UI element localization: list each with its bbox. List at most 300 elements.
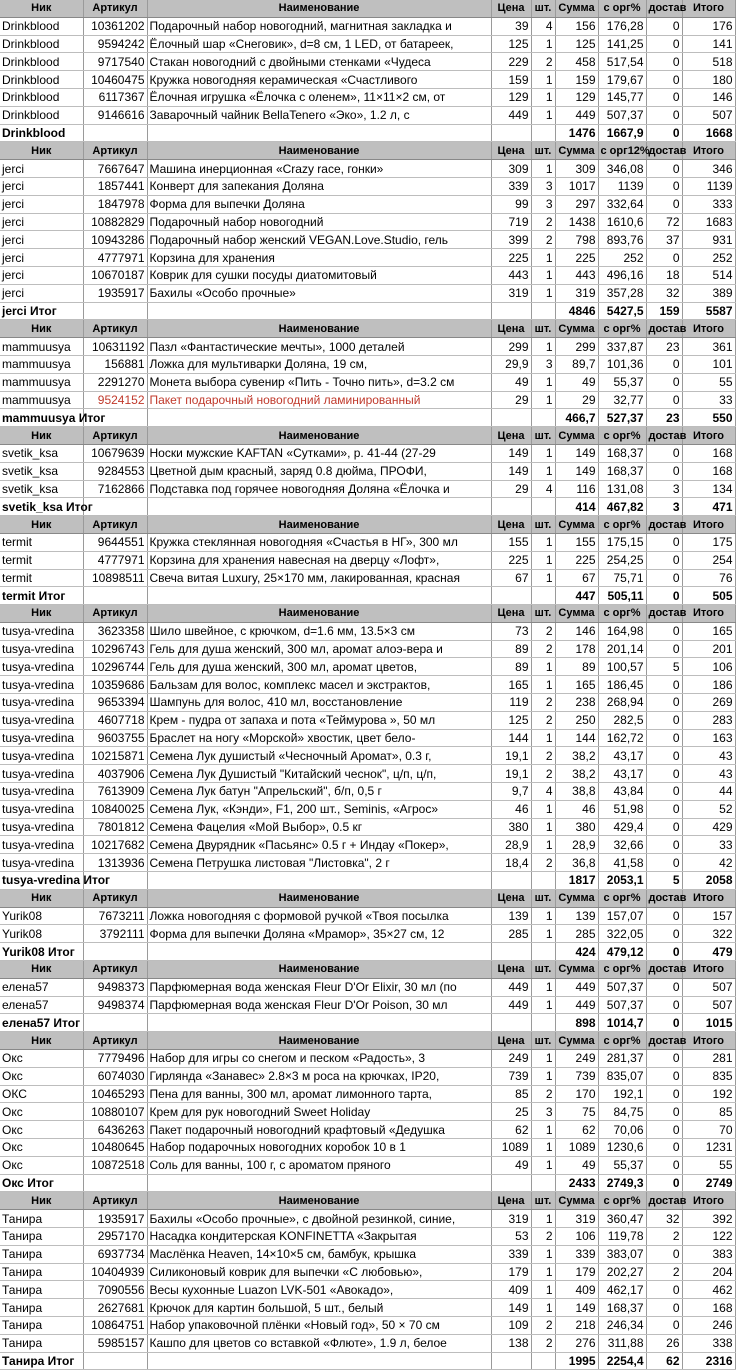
subtotal-qty[interactable] xyxy=(531,872,555,890)
subtotal-delivery[interactable]: 0 xyxy=(646,587,682,605)
cell-with-org[interactable]: 429,4 xyxy=(598,818,646,836)
cell-delivery[interactable]: 0 xyxy=(646,160,682,178)
cell-delivery[interactable]: 0 xyxy=(646,640,682,658)
cell-sum[interactable]: 165 xyxy=(555,676,598,694)
cell-name[interactable]: Пакет подарочный новогодний ламинированный xyxy=(147,391,491,409)
subtotal-delivery[interactable]: 0 xyxy=(646,1174,682,1192)
cell-total[interactable]: 168 xyxy=(682,444,735,462)
cell-name[interactable]: Ёлочная игрушка «Ёлочка с оленем», 11×11×2 см, от xyxy=(147,88,491,106)
subtotal-price[interactable] xyxy=(491,498,531,516)
cell-price[interactable]: 29 xyxy=(491,391,531,409)
cell-name[interactable]: Браслет на ногу «Морской» хвостик, цвет бело- xyxy=(147,729,491,747)
cell-nick[interactable]: Drinkblood xyxy=(0,17,83,35)
cell-with-org[interactable]: 55,37 xyxy=(598,373,646,391)
cell-with-org[interactable]: 322,05 xyxy=(598,925,646,943)
cell-total[interactable]: 429 xyxy=(682,818,735,836)
cell-article[interactable]: 9603755 xyxy=(83,729,147,747)
cell-delivery[interactable]: 0 xyxy=(646,694,682,712)
cell-article[interactable]: 6436263 xyxy=(83,1121,147,1139)
cell-price[interactable]: 155 xyxy=(491,533,531,551)
cell-delivery[interactable]: 0 xyxy=(646,88,682,106)
subtotal-with-org[interactable]: 1667,9 xyxy=(598,124,646,142)
cell-total[interactable]: 283 xyxy=(682,711,735,729)
cell-article[interactable]: 6074030 xyxy=(83,1067,147,1085)
cell-name[interactable]: Конверт для запекания Доляна xyxy=(147,177,491,195)
cell-price[interactable]: 125 xyxy=(491,35,531,53)
cell-name[interactable]: Подарочный набор новогодний xyxy=(147,213,491,231)
cell-price[interactable]: 149 xyxy=(491,462,531,480)
subtotal-qty[interactable] xyxy=(531,498,555,516)
cell-sum[interactable]: 170 xyxy=(555,1085,598,1103)
cell-article[interactable]: 1935917 xyxy=(83,284,147,302)
cell-nick[interactable]: jerci xyxy=(0,213,83,231)
cell-qty[interactable]: 1 xyxy=(531,1281,555,1299)
cell-delivery[interactable]: 2 xyxy=(646,1263,682,1281)
subtotal-article[interactable] xyxy=(83,587,147,605)
cell-total[interactable]: 835 xyxy=(682,1067,735,1085)
cell-with-org[interactable]: 202,27 xyxy=(598,1263,646,1281)
cell-qty[interactable]: 1 xyxy=(531,160,555,178)
cell-delivery[interactable]: 0 xyxy=(646,907,682,925)
subtotal-nick[interactable]: Yurik08 Итог xyxy=(0,943,83,961)
cell-delivery[interactable]: 0 xyxy=(646,818,682,836)
cell-qty[interactable]: 2 xyxy=(531,694,555,712)
cell-nick[interactable]: mammuusya xyxy=(0,355,83,373)
cell-sum[interactable]: 285 xyxy=(555,925,598,943)
cell-sum[interactable]: 129 xyxy=(555,88,598,106)
cell-with-org[interactable]: 75,71 xyxy=(598,569,646,587)
cell-nick[interactable]: tusya-vredina xyxy=(0,765,83,783)
cell-nick[interactable]: ОКС xyxy=(0,1085,83,1103)
cell-qty[interactable]: 3 xyxy=(531,1103,555,1121)
subtotal-article[interactable] xyxy=(83,1174,147,1192)
cell-article[interactable]: 10404939 xyxy=(83,1263,147,1281)
cell-sum[interactable]: 149 xyxy=(555,1299,598,1317)
cell-name[interactable]: Ложка новогодняя с формовой ручкой «Твоя посылка xyxy=(147,907,491,925)
cell-price[interactable]: 249 xyxy=(491,1050,531,1068)
cell-article[interactable]: 10465293 xyxy=(83,1085,147,1103)
cell-sum[interactable]: 739 xyxy=(555,1067,598,1085)
cell-article[interactable]: 10864751 xyxy=(83,1316,147,1334)
cell-sum[interactable]: 49 xyxy=(555,1156,598,1174)
cell-delivery[interactable]: 0 xyxy=(646,1281,682,1299)
cell-price[interactable]: 89 xyxy=(491,640,531,658)
subtotal-name[interactable] xyxy=(147,587,491,605)
cell-sum[interactable]: 38,8 xyxy=(555,783,598,801)
cell-total[interactable]: 134 xyxy=(682,480,735,498)
cell-price[interactable]: 19,1 xyxy=(491,747,531,765)
subtotal-article[interactable] xyxy=(83,124,147,142)
cell-total[interactable]: 333 xyxy=(682,195,735,213)
cell-nick[interactable]: Окс xyxy=(0,1121,83,1139)
cell-nick[interactable]: Drinkblood xyxy=(0,88,83,106)
cell-name[interactable]: Пазл «Фантастические мечты», 1000 деталей xyxy=(147,338,491,356)
cell-qty[interactable]: 1 xyxy=(531,1299,555,1317)
cell-qty[interactable]: 3 xyxy=(531,195,555,213)
cell-with-org[interactable]: 201,14 xyxy=(598,640,646,658)
cell-with-org[interactable]: 145,77 xyxy=(598,88,646,106)
subtotal-qty[interactable] xyxy=(531,409,555,427)
cell-sum[interactable]: 149 xyxy=(555,462,598,480)
cell-qty[interactable]: 1 xyxy=(531,800,555,818)
subtotal-article[interactable] xyxy=(83,1352,147,1370)
cell-nick[interactable]: Танира xyxy=(0,1281,83,1299)
cell-total[interactable]: 246 xyxy=(682,1316,735,1334)
cell-qty[interactable]: 2 xyxy=(531,711,555,729)
cell-nick[interactable]: Танира xyxy=(0,1299,83,1317)
cell-price[interactable]: 19,1 xyxy=(491,765,531,783)
cell-sum[interactable]: 299 xyxy=(555,338,598,356)
cell-delivery[interactable]: 0 xyxy=(646,444,682,462)
cell-with-org[interactable]: 517,54 xyxy=(598,53,646,71)
cell-article[interactable]: 4037906 xyxy=(83,765,147,783)
cell-sum[interactable]: 179 xyxy=(555,1263,598,1281)
subtotal-with-org[interactable]: 527,37 xyxy=(598,409,646,427)
cell-sum[interactable]: 38,2 xyxy=(555,747,598,765)
cell-total[interactable]: 204 xyxy=(682,1263,735,1281)
cell-total[interactable]: 85 xyxy=(682,1103,735,1121)
cell-delivery[interactable]: 32 xyxy=(646,1210,682,1228)
cell-qty[interactable]: 2 xyxy=(531,231,555,249)
subtotal-nick[interactable]: termit Итог xyxy=(0,587,83,605)
subtotal-total[interactable]: 5587 xyxy=(682,302,735,320)
cell-nick[interactable]: termit xyxy=(0,569,83,587)
cell-with-org[interactable]: 32,66 xyxy=(598,836,646,854)
subtotal-delivery[interactable]: 62 xyxy=(646,1352,682,1370)
subtotal-total[interactable]: 2749 xyxy=(682,1174,735,1192)
cell-nick[interactable]: Drinkblood xyxy=(0,53,83,71)
cell-name[interactable]: Гель для душа женский, 300 мл, аромат алоэ-вера и xyxy=(147,640,491,658)
cell-article[interactable]: 10217682 xyxy=(83,836,147,854)
cell-price[interactable]: 449 xyxy=(491,978,531,996)
cell-qty[interactable]: 2 xyxy=(531,1316,555,1334)
cell-name[interactable]: Семена Лук Душистый "Китайский чеснок", ц/п, ц/п, xyxy=(147,765,491,783)
cell-qty[interactable]: 1 xyxy=(531,1263,555,1281)
cell-total[interactable]: 165 xyxy=(682,622,735,640)
cell-price[interactable]: 99 xyxy=(491,195,531,213)
cell-name[interactable]: Стакан новогодний с двойными стенками «Чудеса xyxy=(147,53,491,71)
cell-total[interactable]: 42 xyxy=(682,854,735,872)
cell-name[interactable]: Гель для душа женский, 300 мл, аромат цветов, xyxy=(147,658,491,676)
cell-nick[interactable]: mammuusya xyxy=(0,391,83,409)
cell-name[interactable]: Коврик для сушки посуды диатомитовый xyxy=(147,266,491,284)
cell-qty[interactable]: 1 xyxy=(531,996,555,1014)
cell-with-org[interactable]: 51,98 xyxy=(598,800,646,818)
subtotal-total[interactable]: 505 xyxy=(682,587,735,605)
cell-with-org[interactable]: 357,28 xyxy=(598,284,646,302)
cell-qty[interactable]: 1 xyxy=(531,444,555,462)
cell-sum[interactable]: 49 xyxy=(555,373,598,391)
cell-total[interactable]: 44 xyxy=(682,783,735,801)
cell-sum[interactable]: 67 xyxy=(555,569,598,587)
cell-total[interactable]: 168 xyxy=(682,1299,735,1317)
cell-qty[interactable]: 1 xyxy=(531,249,555,267)
cell-with-org[interactable]: 246,34 xyxy=(598,1316,646,1334)
subtotal-price[interactable] xyxy=(491,587,531,605)
cell-qty[interactable]: 1 xyxy=(531,836,555,854)
cell-article[interactable]: 2957170 xyxy=(83,1227,147,1245)
cell-qty[interactable]: 1 xyxy=(531,1156,555,1174)
subtotal-qty[interactable] xyxy=(531,1174,555,1192)
cell-nick[interactable]: tusya-vredina xyxy=(0,783,83,801)
cell-price[interactable]: 119 xyxy=(491,694,531,712)
cell-nick[interactable]: jerci xyxy=(0,231,83,249)
cell-nick[interactable]: tusya-vredina xyxy=(0,694,83,712)
cell-nick[interactable]: mammuusya xyxy=(0,338,83,356)
cell-name[interactable]: Набор упаковочной плёнки «Новый год», 50 × 70 см xyxy=(147,1316,491,1334)
subtotal-name[interactable] xyxy=(147,124,491,142)
cell-total[interactable]: 176 xyxy=(682,17,735,35)
cell-article[interactable]: 4777971 xyxy=(83,551,147,569)
cell-name[interactable]: Кружка новогодняя керамическая «Счастливого xyxy=(147,71,491,89)
cell-price[interactable]: 125 xyxy=(491,711,531,729)
cell-name[interactable]: Маслёнка Heaven, 14×10×5 см, бамбук, крышка xyxy=(147,1245,491,1263)
cell-nick[interactable]: jerci xyxy=(0,266,83,284)
cell-qty[interactable]: 1 xyxy=(531,284,555,302)
cell-sum[interactable]: 89 xyxy=(555,658,598,676)
cell-qty[interactable]: 1 xyxy=(531,88,555,106)
cell-delivery[interactable]: 0 xyxy=(646,53,682,71)
cell-qty[interactable]: 1 xyxy=(531,1245,555,1263)
cell-nick[interactable]: tusya-vredina xyxy=(0,818,83,836)
cell-name[interactable]: Бахилы «Особо прочные», с двойной резинкой, синие, xyxy=(147,1210,491,1228)
subtotal-with-org[interactable]: 5427,5 xyxy=(598,302,646,320)
cell-nick[interactable]: tusya-vredina xyxy=(0,640,83,658)
cell-article[interactable]: 10943286 xyxy=(83,231,147,249)
cell-qty[interactable]: 1 xyxy=(531,569,555,587)
cell-qty[interactable]: 2 xyxy=(531,640,555,658)
cell-article[interactable]: 1313936 xyxy=(83,854,147,872)
cell-name[interactable]: Гирлянда «Занавес» 2.8×3 м роса на крючках, IP20, xyxy=(147,1067,491,1085)
cell-nick[interactable]: svetik_ksa xyxy=(0,480,83,498)
cell-total[interactable]: 322 xyxy=(682,925,735,943)
cell-qty[interactable]: 4 xyxy=(531,17,555,35)
cell-total[interactable]: 101 xyxy=(682,355,735,373)
cell-sum[interactable]: 38,2 xyxy=(555,765,598,783)
cell-delivery[interactable]: 0 xyxy=(646,249,682,267)
cell-sum[interactable]: 309 xyxy=(555,160,598,178)
cell-delivery[interactable]: 0 xyxy=(646,1050,682,1068)
cell-with-org[interactable]: 496,16 xyxy=(598,266,646,284)
cell-with-org[interactable]: 168,37 xyxy=(598,462,646,480)
cell-price[interactable]: 719 xyxy=(491,213,531,231)
cell-sum[interactable]: 178 xyxy=(555,640,598,658)
cell-article[interactable]: 2627681 xyxy=(83,1299,147,1317)
cell-nick[interactable]: Окс xyxy=(0,1139,83,1157)
cell-article[interactable]: 9498374 xyxy=(83,996,147,1014)
cell-sum[interactable]: 276 xyxy=(555,1334,598,1352)
subtotal-with-org[interactable]: 479,12 xyxy=(598,943,646,961)
cell-nick[interactable]: tusya-vredina xyxy=(0,676,83,694)
cell-delivery[interactable]: 0 xyxy=(646,1245,682,1263)
cell-sum[interactable]: 250 xyxy=(555,711,598,729)
cell-total[interactable]: 146 xyxy=(682,88,735,106)
cell-name[interactable]: Пакет подарочный новогодний крафтовый «Дедушка xyxy=(147,1121,491,1139)
subtotal-nick[interactable]: mammuusya Итог xyxy=(2,410,106,425)
cell-qty[interactable]: 1 xyxy=(531,729,555,747)
cell-delivery[interactable]: 0 xyxy=(646,391,682,409)
cell-qty[interactable]: 2 xyxy=(531,747,555,765)
cell-article[interactable]: 6117367 xyxy=(83,88,147,106)
cell-total[interactable]: 141 xyxy=(682,35,735,53)
cell-price[interactable]: 399 xyxy=(491,231,531,249)
cell-sum[interactable]: 319 xyxy=(555,284,598,302)
cell-article[interactable]: 10215871 xyxy=(83,747,147,765)
cell-sum[interactable]: 106 xyxy=(555,1227,598,1245)
cell-with-org[interactable]: 43,17 xyxy=(598,747,646,765)
subtotal-with-org[interactable]: 2749,3 xyxy=(598,1174,646,1192)
cell-qty[interactable]: 4 xyxy=(531,783,555,801)
subtotal-sum[interactable]: 898 xyxy=(555,1014,598,1032)
cell-with-org[interactable]: 835,07 xyxy=(598,1067,646,1085)
cell-price[interactable]: 149 xyxy=(491,1299,531,1317)
cell-price[interactable]: 73 xyxy=(491,622,531,640)
cell-article[interactable]: 6937734 xyxy=(83,1245,147,1263)
cell-delivery[interactable]: 0 xyxy=(646,622,682,640)
cell-price[interactable]: 339 xyxy=(491,1245,531,1263)
cell-article[interactable]: 10296743 xyxy=(83,640,147,658)
cell-name[interactable]: Парфюмерная вода женская Fleur D'Or Elixir, 30 мл (по xyxy=(147,978,491,996)
cell-name[interactable]: Набор подарочных новогодних коробок 10 в 1 xyxy=(147,1139,491,1157)
cell-sum[interactable]: 458 xyxy=(555,53,598,71)
cell-with-org[interactable]: 84,75 xyxy=(598,1103,646,1121)
cell-nick[interactable]: tusya-vredina xyxy=(0,836,83,854)
cell-sum[interactable]: 449 xyxy=(555,106,598,124)
cell-with-org[interactable]: 55,37 xyxy=(598,1156,646,1174)
cell-price[interactable]: 449 xyxy=(491,996,531,1014)
cell-price[interactable]: 739 xyxy=(491,1067,531,1085)
cell-sum[interactable]: 146 xyxy=(555,622,598,640)
cell-qty[interactable]: 2 xyxy=(531,1085,555,1103)
cell-total[interactable]: 106 xyxy=(682,658,735,676)
subtotal-nick[interactable]: Drinkblood xyxy=(0,124,83,142)
cell-total[interactable]: 33 xyxy=(682,836,735,854)
cell-total[interactable]: 507 xyxy=(682,996,735,1014)
cell-total[interactable]: 514 xyxy=(682,266,735,284)
cell-delivery[interactable]: 0 xyxy=(646,836,682,854)
cell-qty[interactable]: 1 xyxy=(531,106,555,124)
cell-sum[interactable]: 297 xyxy=(555,195,598,213)
cell-price[interactable]: 225 xyxy=(491,249,531,267)
subtotal-qty[interactable] xyxy=(531,943,555,961)
cell-with-org[interactable]: 168,37 xyxy=(598,444,646,462)
cell-nick[interactable]: jerci xyxy=(0,249,83,267)
subtotal-with-org[interactable]: 467,82 xyxy=(598,498,646,516)
cell-delivery[interactable]: 5 xyxy=(646,658,682,676)
cell-price[interactable]: 319 xyxy=(491,284,531,302)
cell-with-org[interactable]: 41,58 xyxy=(598,854,646,872)
cell-sum[interactable]: 116 xyxy=(555,480,598,498)
cell-name[interactable]: Машина инерционная «Crazy race, гонки» xyxy=(147,160,491,178)
cell-delivery[interactable]: 0 xyxy=(646,1103,682,1121)
cell-delivery[interactable]: 0 xyxy=(646,355,682,373)
cell-delivery[interactable]: 0 xyxy=(646,533,682,551)
cell-price[interactable]: 28,9 xyxy=(491,836,531,854)
cell-nick[interactable]: Танира xyxy=(0,1245,83,1263)
cell-with-org[interactable]: 252 xyxy=(598,249,646,267)
cell-nick[interactable]: tusya-vredina xyxy=(0,800,83,818)
subtotal-total[interactable]: 1015 xyxy=(682,1014,735,1032)
cell-with-org[interactable]: 179,67 xyxy=(598,71,646,89)
subtotal-article[interactable] xyxy=(83,1014,147,1032)
cell-article[interactable]: 9524152 xyxy=(83,391,147,409)
cell-qty[interactable]: 1 xyxy=(531,1050,555,1068)
subtotal-price[interactable] xyxy=(491,124,531,142)
subtotal-sum[interactable]: 466,7 xyxy=(555,409,598,427)
cell-qty[interactable]: 1 xyxy=(531,338,555,356)
subtotal-nick[interactable]: jerci Итог xyxy=(0,302,83,320)
cell-price[interactable]: 144 xyxy=(491,729,531,747)
cell-nick[interactable]: Drinkblood xyxy=(0,35,83,53)
cell-with-org[interactable]: 175,15 xyxy=(598,533,646,551)
cell-name[interactable]: Весы кухонные Luazon LVK-501 «Авокадо», xyxy=(147,1281,491,1299)
cell-name[interactable]: Монета выбора сувенир «Пить - Точно пить», d=3.2 см xyxy=(147,373,491,391)
cell-name[interactable]: Семена Двурядник «Пасьянс» 0.5 г + Индау «Покер», xyxy=(147,836,491,854)
cell-with-org[interactable]: 254,25 xyxy=(598,551,646,569)
cell-total[interactable]: 70 xyxy=(682,1121,735,1139)
cell-qty[interactable]: 1 xyxy=(531,658,555,676)
cell-price[interactable]: 139 xyxy=(491,907,531,925)
cell-article[interactable]: 10359686 xyxy=(83,676,147,694)
subtotal-qty[interactable] xyxy=(531,1352,555,1370)
cell-qty[interactable]: 1 xyxy=(531,266,555,284)
cell-sum[interactable]: 249 xyxy=(555,1050,598,1068)
cell-name[interactable]: Форма для выпечки Доляна «Мрамор», 35×27 см, 12 xyxy=(147,925,491,943)
cell-nick[interactable]: jerci xyxy=(0,284,83,302)
cell-qty[interactable]: 4 xyxy=(531,480,555,498)
cell-sum[interactable]: 156 xyxy=(555,17,598,35)
cell-nick[interactable]: jerci xyxy=(0,195,83,213)
cell-nick[interactable]: Танира xyxy=(0,1227,83,1245)
cell-article[interactable]: 10880107 xyxy=(83,1103,147,1121)
cell-name[interactable]: Подарочный набор женский VEGAN.Love.Studio, гель xyxy=(147,231,491,249)
subtotal-nick[interactable]: tusya-vredina Итог xyxy=(2,873,111,888)
subtotal-price[interactable] xyxy=(491,302,531,320)
cell-total[interactable]: 201 xyxy=(682,640,735,658)
cell-delivery[interactable]: 0 xyxy=(646,800,682,818)
subtotal-total[interactable]: 2316 xyxy=(682,1352,735,1370)
cell-sum[interactable]: 89,7 xyxy=(555,355,598,373)
cell-price[interactable]: 225 xyxy=(491,551,531,569)
subtotal-price[interactable] xyxy=(491,1014,531,1032)
cell-sum[interactable]: 319 xyxy=(555,1210,598,1228)
cell-total[interactable]: 507 xyxy=(682,978,735,996)
subtotal-total[interactable]: 550 xyxy=(682,409,735,427)
cell-delivery[interactable]: 0 xyxy=(646,1067,682,1085)
cell-total[interactable]: 389 xyxy=(682,284,735,302)
subtotal-name[interactable] xyxy=(147,943,491,961)
cell-sum[interactable]: 238 xyxy=(555,694,598,712)
subtotal-sum[interactable]: 414 xyxy=(555,498,598,516)
cell-nick[interactable]: tusya-vredina xyxy=(0,854,83,872)
cell-with-org[interactable]: 507,37 xyxy=(598,996,646,1014)
subtotal-qty[interactable] xyxy=(531,302,555,320)
subtotal-qty[interactable] xyxy=(531,124,555,142)
cell-qty[interactable]: 2 xyxy=(531,622,555,640)
subtotal-name[interactable] xyxy=(147,1014,491,1032)
cell-price[interactable]: 285 xyxy=(491,925,531,943)
cell-sum[interactable]: 339 xyxy=(555,1245,598,1263)
cell-total[interactable]: 254 xyxy=(682,551,735,569)
cell-nick[interactable]: Окс xyxy=(0,1050,83,1068)
cell-qty[interactable]: 1 xyxy=(531,391,555,409)
cell-qty[interactable]: 1 xyxy=(531,462,555,480)
cell-with-org[interactable]: 268,94 xyxy=(598,694,646,712)
cell-qty[interactable]: 1 xyxy=(531,818,555,836)
cell-total[interactable]: 186 xyxy=(682,676,735,694)
cell-article[interactable]: 9146616 xyxy=(83,106,147,124)
cell-delivery[interactable]: 0 xyxy=(646,711,682,729)
